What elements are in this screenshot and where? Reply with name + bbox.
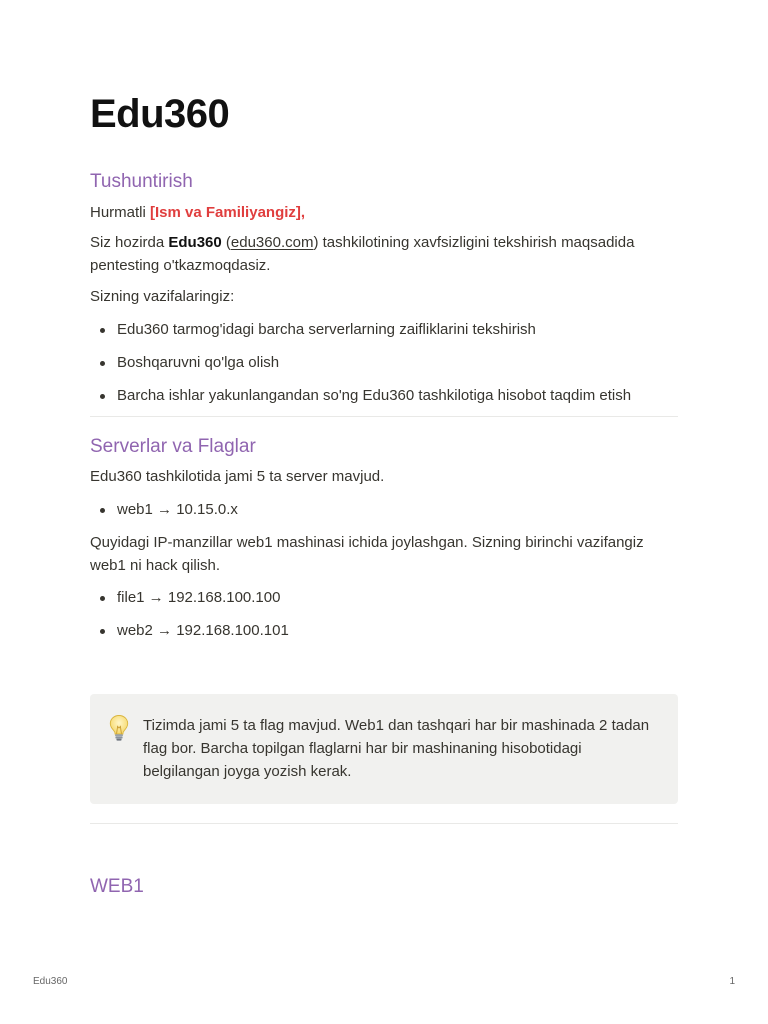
page-title: Edu360 <box>90 92 230 136</box>
greeting-line <box>90 201 678 224</box>
tasks-list <box>90 318 678 407</box>
callout-text: Tizimda jami 5 ta flag mavjud. Web1 dan tashqari har bir mashinada 2 tadan flag bor. Barcha topilgan flaglarni har bir mashinaning hisobotidagi belgilangan joyga yozish kerak. <box>143 717 650 780</box>
footer-page-number: 1 <box>729 976 735 987</box>
internal-server-list <box>90 586 678 642</box>
greeting-name-placeholder: [Ism va Familiyangiz], <box>150 204 306 221</box>
list-item: file1 → 192.168.100.100 <box>90 586 678 609</box>
document-page <box>90 88 678 900</box>
section-heading-web1: WEB1 <box>90 876 144 897</box>
paren-open: ( <box>221 234 231 251</box>
section-heading-tushuntirish: Tushuntirish <box>90 171 193 192</box>
intro-suffix: ) tashkilotining xavfsizligini tekshirish maqsadida pentesting o'tkazmoqdasiz. <box>90 234 635 274</box>
servers-summary: Edu360 tashkilotida jami 5 ta server mavjud. <box>90 468 385 485</box>
tasks-label: Sizning vazifalaringiz: <box>90 288 235 305</box>
list-item: web1 → 10.15.0.x <box>90 498 678 521</box>
divider <box>90 416 678 417</box>
divider <box>90 823 678 824</box>
info-callout <box>90 694 678 804</box>
footer-doc-name: Edu360 <box>33 976 68 987</box>
lightbulb-icon <box>108 714 130 742</box>
section-heading-serverlar: Serverlar va Flaglar <box>90 436 256 457</box>
list-item: Boshqaruvni qo'lga olish <box>90 351 678 374</box>
internal-ip-note: Quyidagi IP-manzillar web1 mashinasi ichida joylashgan. Sizning birinchi vazifangiz web1 ni hack qilish. <box>90 534 644 574</box>
intro-prefix: Siz hozirda <box>90 234 169 251</box>
external-server-list <box>90 498 678 521</box>
greeting-prefix: Hurmatli <box>90 204 151 221</box>
org-website-link[interactable]: edu360.com <box>230 234 314 251</box>
org-name: Edu360 <box>168 234 222 251</box>
intro-paragraph <box>90 231 678 277</box>
list-item: web2 → 192.168.100.101 <box>90 619 678 642</box>
list-item: Barcha ishlar yakunlangandan so'ng Edu360 tashkilotiga hisobot taqdim etish <box>90 384 678 407</box>
list-item: Edu360 tarmog'idagi barcha serverlarning zaifliklarini tekshirish <box>90 318 678 341</box>
